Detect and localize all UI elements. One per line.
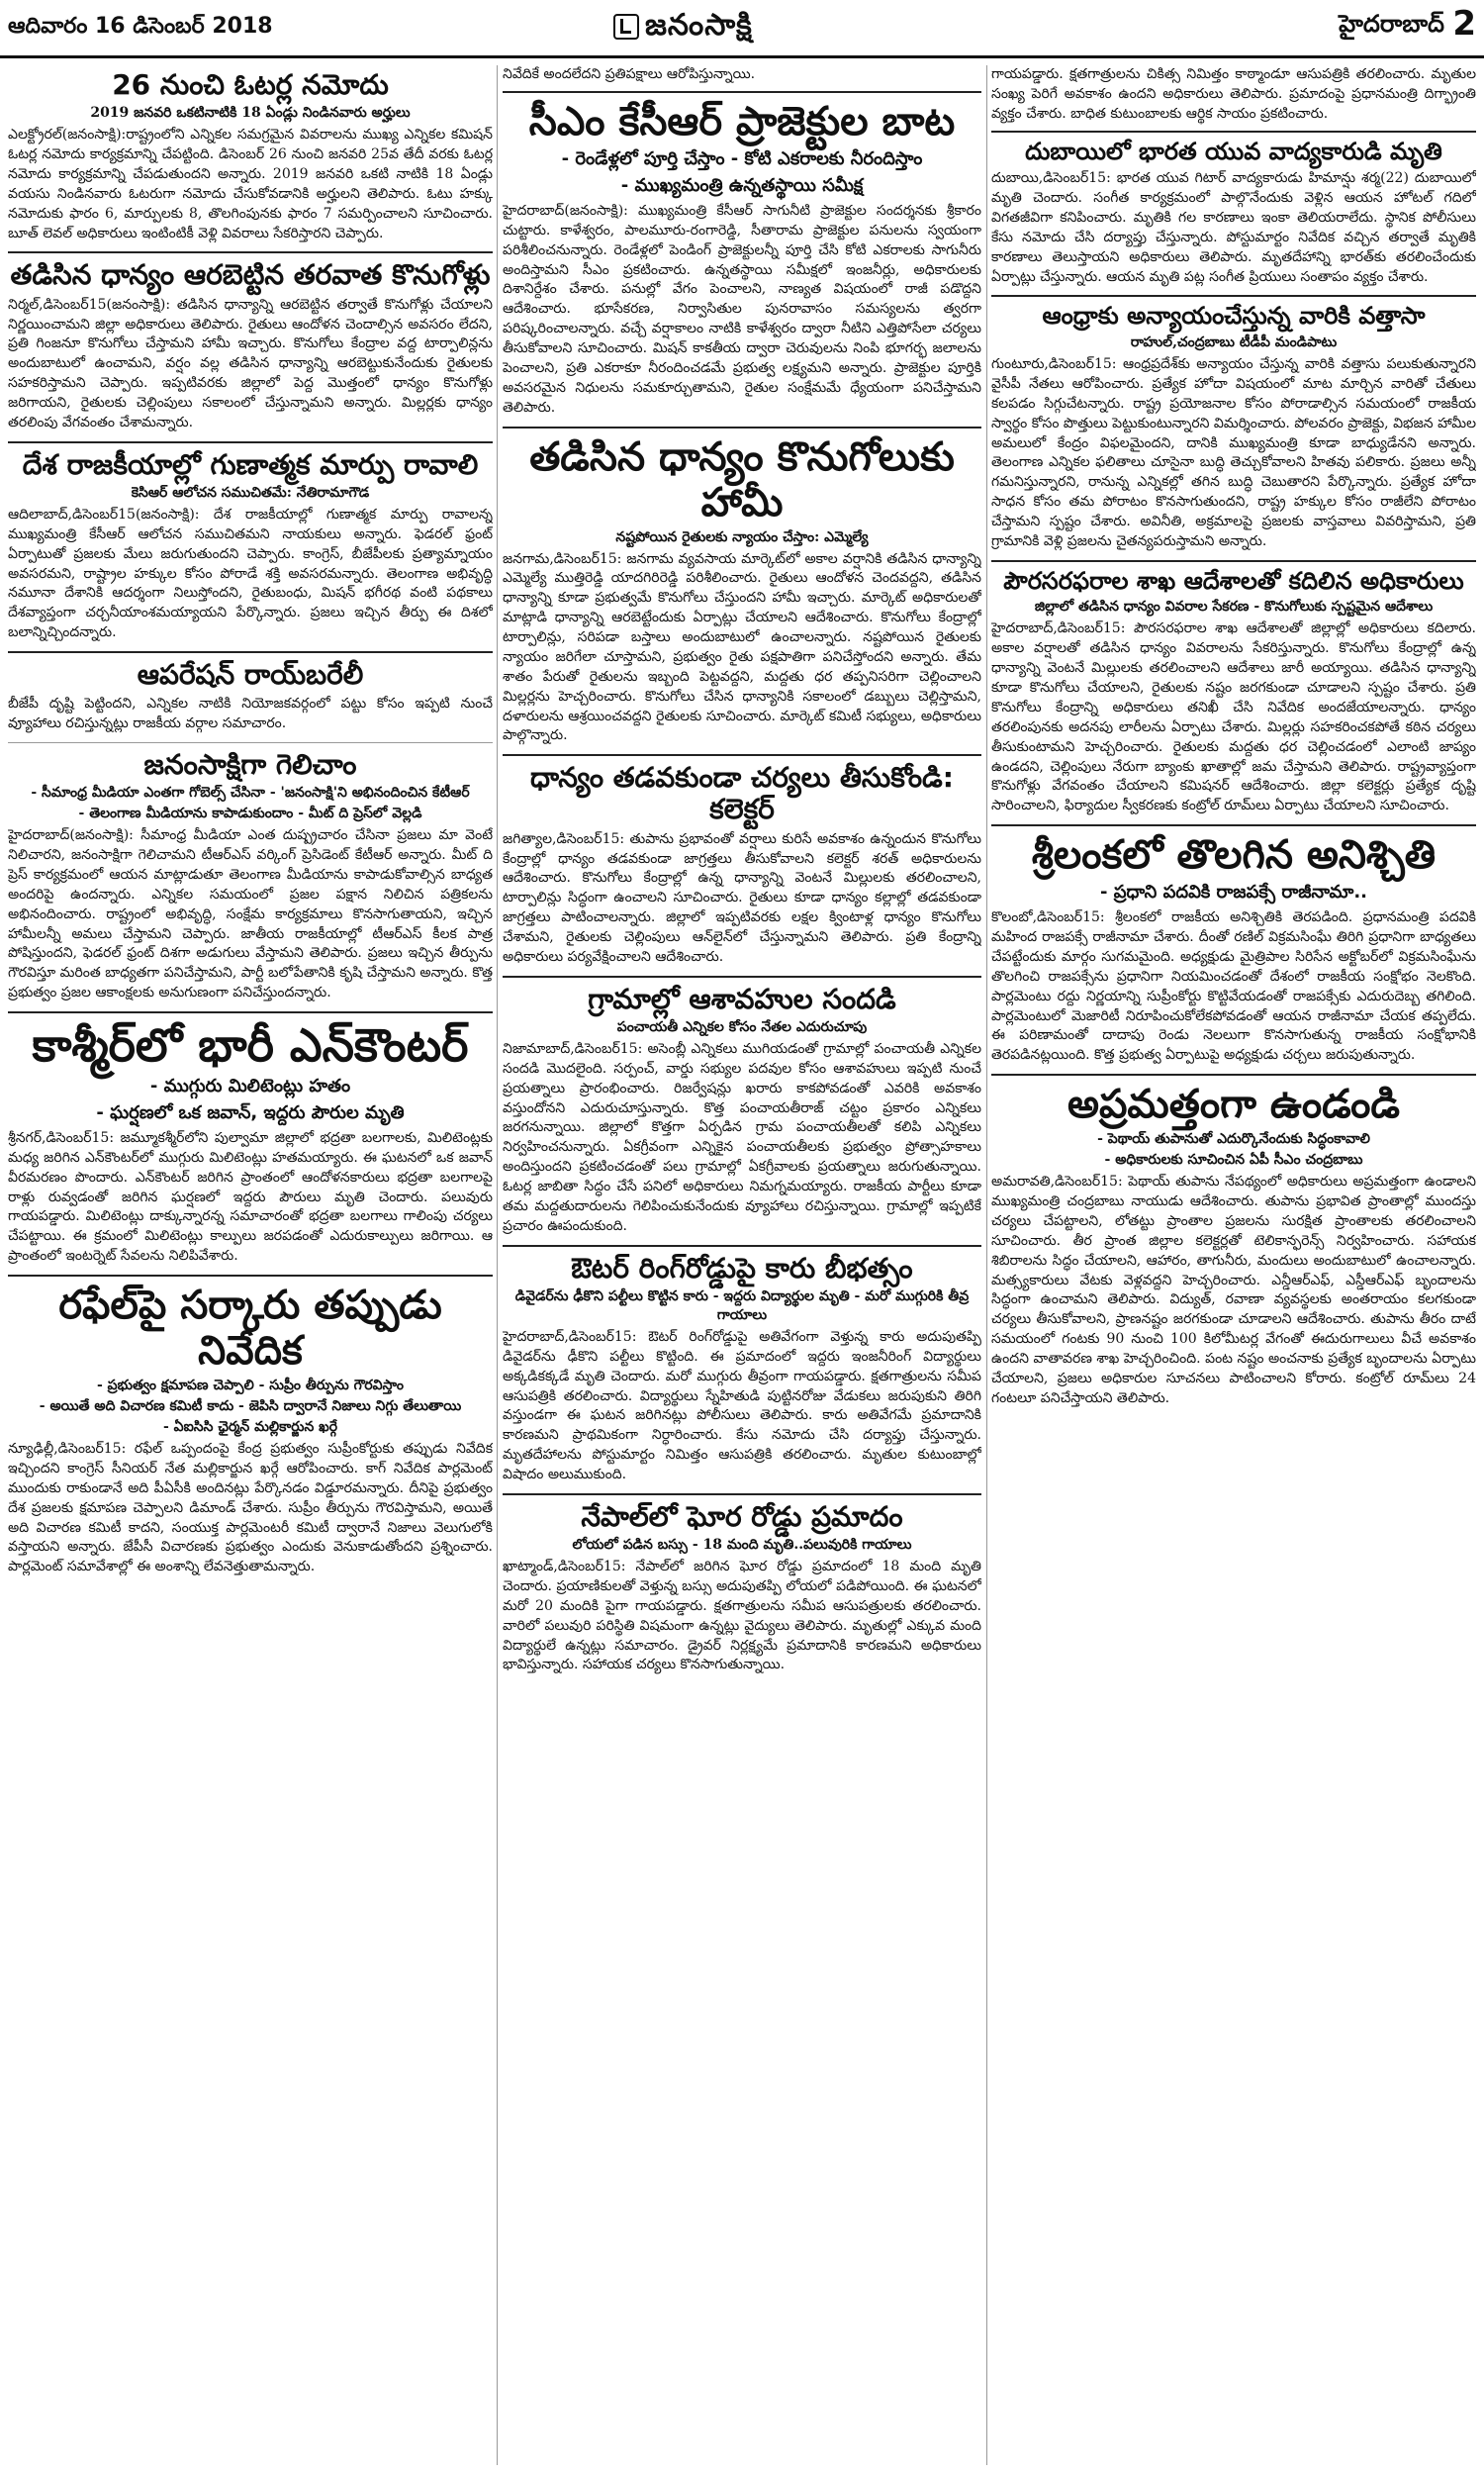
column-divider [497, 65, 498, 2465]
article-body: అమరావతి,డిసెంబర్‌15: పెథాయ్‌ తుపాను నేపథ్యంలో అధికారులు అప్రమత్తంగా ఉండాలని ముఖ్యమంత్రి చంద్రబాబు నాయుడు ఆదేశించారు. తుపాను ప్రభావిత ప్రాంతాల్లో ముందస్తు చర్యలు చేపట్టాలని, లోతట్టు ప్రాంతాల ప్రజలను సురక్షిత ప్రాంతాలకు తరలించాలని సూచించారు. తీర ప్రాంత జిల్లాల కలెక్టర్లతో టెలికాన్ఫరెన్స్‌ నిర్వహించారు. సహాయక శిబిరాలను సిద్ధం చేయాలని, ఆహారం, తాగునీరు, మందులు అందుబాటులో ఉంచాలన్నారు. మత్స్యకారులు వేటకు వెళ్లవద్దని హెచ్చరించారు. ఎన్డీఆర్‌ఎఫ్‌, ఎస్డీఆర్‌ఎఫ్‌ బృందాలను సిద్ధంగా ఉంచామని తెలిపారు. విద్యుత్‌, రవాణా వ్యవస్థలకు అంతరాయం కలగకుండా చర్యలు తీసుకోవాలని, ప్రాణనష్టం జరగకుండా చూడాలని ఆదేశించారు. తుపాను తీరం దాటే సమయంలో గంటకు 90 నుంచి 100 కిలోమీటర్ల వేగంతో ఈదురుగాలులు వీచే అవకాశం ఉందని వాతావరణ శాఖ హెచ్చరించింది. పంట నష్టం అంచనాకు ప్రత్యేక బృందాలను ఏర్పాటు చేయాలని, ప్రజలు అధికారుల సూచనలు పాటించాలని కోరారు. కంట్రోల్‌ రూమ్‌లు 24 గంటలూ పనిచేస్తాయని తెలిపారు. [991, 1174, 1476, 1406]
article-body: ఖాట్మాండ్‌,డిసెంబర్‌15: నేపాల్‌లో జరిగిన ఘోర రోడ్డు ప్రమాదంలో 18 మంది మృతి చెందారు. ప్రయాణికులతో వెళ్తున్న బస్సు అదుపుతప్పి లోయలో పడిపోయింది. ఈ ఘటనలో మరో 20 మందికి పైగా గాయపడ్డారు. క్షతగాత్రులను సమీప ఆసుపత్రులకు తరలించారు. వారిలో పలువురి పరిస్థితి విషమంగా ఉన్నట్లు వైద్యులు తెలిపారు. మృతుల్లో ఎక్కువ మంది విద్యార్థులే ఉన్నట్లు సమాచారం. డ్రైవర్‌ నిర్లక్ష్యమే ప్రమాదానికి కారణమని అధికారులు భావిస్తున్నారు. సహాయక చర్యలు కొనసాగుతున్నాయి. [503, 1559, 981, 1673]
article-operation-raebareli [8, 659, 493, 734]
headline: జనంసాక్షిగా గెలిచాం [143, 748, 357, 781]
subheadline: - ప్రధాని పదవికి రాజపక్సే రాజీనామా.. [1099, 882, 1368, 904]
article-nepal-accident [503, 1501, 981, 1675]
headline: సీఎం కేసీఆర్‌ ప్రాజెక్టుల బాట [528, 98, 956, 144]
subheadline: - ఘర్షణలో ఒక జవాన్‌, ఇద్దరు పౌరుల మృతి [96, 1101, 405, 1123]
article-body: దుబాయి,డిసెంబర్‌15: భారత యువ గిటార్‌ వాద్యకారుడు హిమాన్షు శర్మ(22) దుబాయిలో మృతి చెందారు. సంగీత కార్యక్రమంలో పాల్గొనేందుకు వెళ్లిన ఆయన హోటల్‌ గదిలో విగతజీవిగా కనిపించారు. మృతికి గల కారణాలు ఇంకా తెలియరాలేదు. స్థానిక పోలీసులు కేసు నమోదు చేసి దర్యాప్తు చేస్తున్నారు. పోస్టుమార్టం నివేదిక వచ్చిన తర్వాతే మృతికి కారణాలు తెలుస్తాయని అధికారులు తెలిపారు. మృతదేహాన్ని భారత్‌కు తరలించేందుకు ఏర్పాట్లు చేస్తున్నారు. ఆయన మృతి పట్ల సంగీత ప్రియులు సంతాపం వ్యక్తం చేశారు. [991, 170, 1476, 285]
divider [8, 651, 493, 653]
subheadline: - అధికారులకు సూచించిన ఏపీ సీఎం చంద్రబాబు [1104, 1152, 1363, 1169]
subheadline: నష్టపోయిన రైతులకు న్యాయం చేస్తాం: ఎమ్మెల్యే [615, 528, 869, 545]
page-number: 2 [1452, 4, 1476, 44]
divider [503, 976, 981, 978]
subheadline: డివైడర్‌ను ఢీకొని పల్టీలు కొట్టిన కారు - ఇద్దరు విద్యార్థుల మృతి - మరో ముగ్గురికి తీవ్ర గాయాలు [514, 1287, 970, 1323]
article-continuation: గాయపడ్డారు. క్షతగాత్రులను చికిత్స నిమిత్తం కాఠ్మాండూ ఆసుపత్రికి తరలించారు. మృతుల సంఖ్య పెరిగే అవకాశం ఉందని అధికారులు తెలిపారు. ప్రమాదంపై ప్రధానమంత్రి దిగ్భ్రాంతి వ్యక్తం చేశారు. బాధిత కుటుంబాలకు ఆర్థిక సాయం ప్రకటించారు. [991, 66, 1476, 122]
column-2 [503, 65, 981, 2465]
article-collector-grain [503, 762, 981, 968]
article-body: హైదరాబాద్‌,డిసెంబర్‌15: పౌరసరఫరాల శాఖ ఆదేశాలతో జిల్లాల్లో అధికారులు కదిలారు. అకాల వర్షాలతో తడిసిన ధాన్యం వివరాలను సేకరిస్తున్నారు. కొనుగోలు కేంద్రాల్లో ఉన్న ధాన్యాన్ని వెంటనే మిల్లులకు తరలించాలని ఆదేశాలు జారీ అయ్యాయి. తడిసిన ధాన్యాన్ని కూడా కొనుగోలు చేయాలని, రైతులకు నష్టం జరగకుండా చూడాలని స్పష్టం చేశారు. ప్రతి కొనుగోలు కేంద్రాన్ని అధికారులు తనిఖీ చేసి నివేదిక అందజేయాలన్నారు. ధాన్యం తరలింపునకు అదనపు లారీలను ఏర్పాటు చేశారు. మిల్లర్లు సహకరించకపోతే కఠిన చర్యలు తీసుకుంటామని హెచ్చరించారు. రైతులకు మద్దతు ధర చెల్లించడంలో ఎలాంటి జాప్యం ఉండదని, చెల్లింపులు నేరుగా బ్యాంకు ఖాతాల్లో జమ చేస్తామని తెలిపారు. రాష్ట్రవ్యాప్తంగా కొనుగోళ్లు వేగవంతం చేయాలని కమిషనర్‌ ఆదేశించారు. జిల్లా కలెక్టర్లు ప్రత్యేక దృష్టి సారించాలని, ఫిర్యాదుల స్వీకరణకు కంట్రోల్‌ రూమ్‌లు ఏర్పాటు చేయాలని సూచించారు. [991, 620, 1476, 814]
headline: పౌరసరఫరాల శాఖ ఆదేశాలతో కదిలిన అధికారులు [1003, 566, 1464, 595]
subheadline: రాహుల్‌,చంద్రబాబు టీడీపీ మండిపాటు [1130, 334, 1338, 351]
paper-name [613, 8, 753, 49]
divider [991, 295, 1476, 297]
headline: ఆపరేషన్‌ రాయ్‌బరేలీ [137, 658, 364, 692]
article-andhra-injustice [991, 303, 1476, 551]
subheadline: కెసిఆర్‌ ఆలోచన సముచితమే: నేతిరామాగౌడ [131, 484, 370, 501]
article-body: కొలంబో,డిసెంబర్‌15: శ్రీలంకలో రాజకీయ అనిశ్చితికి తెరపడింది. ప్రధానమంత్రి పదవికి మహింద రాజపక్సే రాజీనామా చేశారు. దీంతో రణిల్‌ విక్రమసింఘే తిరిగి ప్రధానిగా బాధ్యతలు చేపట్టేందుకు మార్గం సుగమమైంది. అధ్యక్షుడు మైత్రిపాల సిరిసేన అక్టోబర్‌లో విక్రమసింఘేను తొలగించి రాజపక్సేను ప్రధానిగా నియమించడంతో దేశంలో రాజకీయ సంక్షోభం నెలకొంది. పార్లమెంటు రద్దు నిర్ణయాన్ని సుప్రీంకోర్టు కొట్టివేయడంతో రాజపక్సేకు ఎదురుదెబ్బ తగిలింది. పార్లమెంటులో మెజారిటీ నిరూపించుకోలేకపోవడంతో ఆయన రాజీనామా చేయక తప్పలేదు. ఈ పరిణామంతో దాదాపు రెండు నెలలుగా కొనసాగుతున్న రాజకీయ సంక్షోభానికి తెరపడినట్లయింది. కొత్త ప్రభుత్వ ఏర్పాటుపై అధ్యక్షుడు చర్చలు జరుపుతున్నారు. [991, 909, 1476, 1064]
divider [8, 441, 493, 443]
divider [991, 560, 1476, 562]
article-janamsakshi-won [8, 749, 493, 1003]
headline: గ్రామాల్లో ఆశావహుల సందడి [588, 982, 896, 1015]
subheadline: 2019 జనవరి ఒకటినాటికి 18 ఏండ్లు నిండినవారు అర్హులు [90, 105, 411, 122]
article-rafale-report [8, 1283, 493, 1577]
headline: తడిసిన ధాన్యం ఆరబెట్టిన తరవాత కొనుగోళ్లు [10, 258, 491, 292]
subheadline: - ముఖ్యమంత్రి ఉన్నతస్థాయి సమీక్ష [620, 174, 864, 196]
masthead [0, 0, 1484, 58]
article-body: ఎలక్ట్రోరల్‌(జనంసాక్షి):రాష్ట్రంలోని ఎన్నికల సమగ్రమైన వివరాలను ముఖ్య ఎన్నికల కమిషన్‌ ఓటర్ల నమోదు కార్యక్రమాన్ని చేపట్టింది. డిసెంబర్‌ 26 నుంచి జనవరి 25వ తేదీ వరకు ఓటర్ల నమోదు కార్యక్రమాన్ని చేపడుతుందని అన్నారు. 2019 జనవరి ఒకటి నాటికి 18 ఏండ్లు వయసు నిండినవారు ఓటరుగా నమోదు చేసుకోవడానికి అర్హులని తెలిపారు. ఓటు హక్కు నమోదుకు ఫారం 6, మార్పులకు 8, తొలగింపునకు ఫారం 7 సమర్పించాలని సూచించారు. బూత్‌ లెవల్‌ అధికారులు ఇంటింటికీ వెళ్లి వివరాలు సేకరిస్తారని చెప్పారు. [8, 127, 493, 241]
article-cm-projects-tour [503, 99, 981, 419]
article-civil-supplies [991, 568, 1476, 816]
article-body: శ్రీనగర్‌,డిసెంబర్‌15: జమ్మూకశ్మీర్‌లోని పుల్వామా జిల్లాలో భద్రతా బలగాలకు, మిలిటెంట్లకు మధ్య జరిగిన ఎన్‌కౌంటర్‌లో ముగ్గురు మిలిటెంట్లు హతమయ్యారు. ఈ ఘటనలో ఒక జవాన్‌ వీరమరణం పొందారు. ఎన్‌కౌంటర్‌ జరిగిన ప్రాంతంలో ఆందోళనకారులు భద్రతా బలగాలపై రాళ్లు రువ్వడంతో జరిగిన ఘర్షణలో ఇద్దరు పౌరులు మృతి చెందారు. పలువురు గాయపడ్డారు. మిలిటెంట్లు దాక్కున్నారన్న సమాచారంతో భద్రతా బలగాలు గాలింపు చర్యలు చేపట్టాయి. ఈ క్రమంలో మిలిటెంట్లు కాల్పులు జరపడంతో ఎదురుకాల్పులు జరిగాయి. ఆ ప్రాంతంలో ఇంటర్నెట్‌ సేవలను నిలిపివేశారు. [8, 1129, 493, 1265]
column-3 [991, 65, 1476, 2465]
divider [8, 251, 493, 253]
article-body: నిజామాబాద్‌,డిసెంబర్‌15: అసెంబ్లీ ఎన్నికలు ముగియడంతో గ్రామాల్లో పంచాయతీ ఎన్నికల సందడి మొదలైంది. సర్పంచ్‌, వార్డు సభ్యుల పదవుల కోసం ఆశావహులు ఇప్పటి నుంచే ప్రయత్నాలు ప్రారంభించారు. రిజర్వేషన్లు ఖరారు కాకపోవడంతో ఎవరికి అవకాశం వస్తుందోనని ఎదురుచూస్తున్నారు. కొత్త పంచాయతీరాజ్‌ చట్టం ప్రకారం ఎన్నికలు జరగనున్నాయి. జిల్లాలో కొత్తగా ఏర్పడిన గ్రామ పంచాయతీలతో కలిపి ఎన్నికలు నిర్వహించనున్నారు. ఏకగ్రీవంగా ఎన్నికైన పంచాయతీలకు ప్రభుత్వం ప్రోత్సాహకాలు అందిస్తుందని ప్రకటించడంతో పలు గ్రామాల్లో ఏకగ్రీవాలకు ప్రయత్నాలు జరుగుతున్నాయి. ఓటర్ల జాబితా సిద్ధం చేసే పనిలో అధికారులు నిమగ్నమయ్యారు. రాజకీయ పార్టీలు కూడా తమ మద్దతుదారులను గెలిపించుకునేందుకు వ్యూహాలు రచిస్తున్నాయి. గ్రామాల్లో ఇప్పటికే ప్రచారం ఊపందుకుంది. [503, 1040, 981, 1234]
subheadline: - తెలంగాణ మీడియాను కాపాడుకుందాం - మీట్‌ ది ప్రెస్‌లో వెల్లడి [78, 806, 422, 822]
column-divider [986, 65, 987, 2465]
subheadline: పంచాయతీ ఎన్నికల కోసం నేతల ఎదురుచూపు [616, 1018, 868, 1035]
article-body: నిర్మల్‌,డిసెంబర్‌15(జనంసాక్షి): తడిసిన ధాన్యాన్ని ఆరబెట్టిన తర్వాతే కొనుగోళ్లు చేయాలని నిర్ణయించామని జిల్లా అధికారులు తెలిపారు. రైతులు ఆందోళన చెందాల్సిన అవసరం లేదని, ప్రతి గింజనూ కొనుగోలు చేస్తామని హామీ ఇచ్చారు. కొనుగోలు కేంద్రాల వద్ద టార్పాలిన్లను అందుబాటులో ఉంచామని, వర్షం వల్ల తడిసిన ధాన్యాన్ని ఆరబెట్టుకునేందుకు రైతులకు సహకరిస్తామని చెప్పారు. ఇప్పటివరకు జిల్లాలో పెద్ద మొత్తంలో ధాన్యం కొనుగోళ్లు జరిగాయని, రైతులకు చెల్లింపులు సకాలంలో చేస్తున్నామని అన్నారు. మిల్లర్లకు ధాన్యం తరలింపు వేగవంతం చేశామన్నారు. [8, 296, 493, 430]
edition-city: హైదరాబాద్ [1339, 10, 1444, 38]
headline: 26 నుంచి ఓటర్ల నమోదు [112, 68, 389, 101]
headline: రఫేల్‌పై సర్కారు తప్పుడు నివేదిక [58, 1283, 442, 1375]
divider [503, 754, 981, 756]
subheadline: - ముగ్గురు మిలిటెంట్లు హతం [149, 1075, 351, 1096]
column-1 [8, 65, 493, 2465]
article-panchayat-aspirants [503, 984, 981, 1237]
article-national-politics [8, 449, 493, 643]
article-body: గుంటూరు,డిసెంబర్‌15: ఆంధ్రప్రదేశ్‌కు అన్యాయం చేస్తున్న వారికి వత్తాసు పలుకుతున్నారని వైసీపీ నేతలు ఆరోపించారు. ప్రత్యేక హోదా విషయంలో మాట మార్చిన వారితో చేతులు కలపడం సిగ్గుచేటన్నారు. రాష్ట్ర ప్రయోజనాల కోసం పోరాడాల్సిన సమయంలో రాజకీయ స్వార్థం కోసం పొత్తులు పెట్టుకుంటున్నారని విమర్శించారు. పోలవరం ప్రాజెక్టు, విభజన హామీల అమలులో కేంద్రం విఫలమైందని, దానికి ముఖ్యమంత్రి కూడా బాధ్యుడేనని అన్నారు. తెలంగాణ ఎన్నికల ఫలితాలు చూసైనా బుద్ధి తెచ్చుకోవాలని హితవు పలికారు. ప్రజలు అన్నీ గమనిస్తున్నారని, రానున్న ఎన్నికల్లో తగిన బుద్ధి చెబుతారని పేర్కొన్నారు. ప్రత్యేక హోదా సాధన కోసం తమ పోరాటం కొనసాగుతుందని, రాష్ట్ర హక్కుల కోసం రాజీలేని పోరాటం చేస్తామని స్పష్టం చేశారు. అవినీతి, అక్రమాలపై ప్రజలకు వాస్తవాలు వివరిస్తామని, ప్రతి గ్రామానికి వెళ్లి ప్రజలను చైతన్యపరుస్తామని అన్నారు. [991, 356, 1476, 549]
subheadline: - ఏఐసిసి ఛైర్మన్‌ మల్లికార్జున ఖర్గే [162, 1419, 338, 1436]
divider [503, 1493, 981, 1495]
article-kashmir-encounter [8, 1019, 493, 1267]
subheadline: - అయితే అది విచారణ కమిటీ కాదు - జెపిసి ద్వారానే నిజాలు నిగ్గు తేలుతాయి [39, 1398, 462, 1415]
divider [991, 1074, 1476, 1076]
divider [991, 824, 1476, 826]
headline: ఔటర్‌ రింగ్‌రోడ్డుపై కారు బీభత్సం [571, 1251, 913, 1285]
subheadline: - పెథాయ్‌ తుపానుతో ఎదుర్కొనేందుకు సిద్ధంకావాలి [1097, 1131, 1370, 1148]
divider [991, 131, 1476, 133]
article-body: ఆదిలాబాద్‌,డిసెంబర్‌15(జనంసాక్షి): దేశ రాజకీయాల్లో గుణాత్మక మార్పు రావాలన్న ముఖ్యమంత్రి కేసీఆర్‌ ఆలోచన సముచితమని నాయకులు అన్నారు. ఫెడరల్‌ ఫ్రంట్‌ ఏర్పాటుతో ప్రజలకు మేలు జరుగుతుందని చెప్పారు. కాంగ్రెస్‌, బీజేపీలకు ప్రత్యామ్నాయం అవసరమని, రాష్ట్రాల హక్కుల కోసం పోరాడే శక్తి అవసరమన్నారు. తెలంగాణ అభివృద్ధి నమూనా దేశానికి ఆదర్శంగా నిలుస్తోందని, రైతుబంధు, మిషన్‌ భగీరథ వంటి పథకాలు దేశవ్యాప్తంగా చర్చనీయాంశమయ్యాయని పేర్కొన్నారు. ప్రజలు ఇచ్చిన తీర్పు ఈ దిశలో బలాన్నిచ్చిందన్నారు. [8, 506, 493, 641]
article-continuation: నివేదికే అందలేదని ప్రతిపక్షాలు ఆరోపిస్తున్నాయి. [503, 66, 756, 82]
divider [503, 1245, 981, 1247]
paper-logo-icon [613, 14, 639, 40]
headline: కాశ్మీర్‌లో భారీ ఎన్‌కౌంటర్‌ [32, 1018, 469, 1073]
headline: ధాన్యం తడవకుండా చర్యలు తీసుకోండి: కలెక్టర్‌ [530, 761, 954, 826]
divider [503, 427, 981, 428]
headline: అప్రమత్తంగా ఉండండి [1067, 1082, 1400, 1128]
article-voter-registration [8, 69, 493, 243]
article-body: న్యూఢిల్లీ,డిసెంబర్‌15: రఫేల్‌ ఒప్పందంపై కేంద్ర ప్రభుత్వం సుప్రీంకోర్టుకు తప్పుడు నివేదిక ఇచ్చిందని కాంగ్రెస్‌ సీనియర్‌ నేత మల్లికార్జున ఖర్గే ఆరోపించారు. కాగ్‌ నివేదిక పార్లమెంట్‌ ముందుకు రాకుండానే అది పీఏసీకి అందినట్లు పేర్కొనడం విడ్డూరమన్నారు. దీనిపై ప్రభుత్వం దేశ ప్రజలకు క్షమాపణ చెప్పాలని డిమాండ్‌ చేశారు. సుప్రీం తీర్పును గౌరవిస్తామని, అయితే అది విచారణ కమిటీ కాదని, సంయుక్త పార్లమెంటరీ కమిటీ ద్వారానే నిజాలు వెలుగులోకి వస్తాయని అన్నారు. జేపీసీ విచారణకు ప్రభుత్వం ఎందుకు వెనుకాడుతోందని ప్రశ్నించారు. పార్లమెంట్‌ సమావేశాల్లో ఈ అంశాన్ని లేవనెత్తుతామన్నారు. [8, 1441, 493, 1575]
article-be-alert [991, 1082, 1476, 1409]
article-body: జనగామ,డిసెంబర్‌15: జనగామ వ్యవసాయ మార్కెట్‌లో అకాల వర్షానికి తడిసిన ధాన్యాన్ని ఎమ్మెల్యే ముత్తిరెడ్డి యాదగిరిరెడ్డి పరిశీలించారు. రైతులు ఆందోళన చెందవద్దని, తడిసిన ధాన్యాన్ని కూడా ప్రభుత్వమే కొనుగోలు చేస్తుందని హామీ ఇచ్చారు. మార్కెట్‌ అధికారులతో మాట్లాడి ధాన్యాన్ని ఆరబెట్టేందుకు ఏర్పాట్లు చేయాలని ఆదేశించారు. కొనుగోలు కేంద్రాల్లో టార్పాలిన్లు, సరిపడా బస్తాలు అందుబాటులో ఉంచాలన్నారు. నష్టపోయిన రైతులకు న్యాయం జరిగేలా చూస్తామని, ప్రభుత్వం రైతు పక్షపాతిగా పనిచేస్తోందని అన్నారు. తేమ శాతం పేరుతో రైతులను ఇబ్బంది పెట్టవద్దని, మద్దతు ధర తప్పనిసరిగా చెల్లించాలని మిల్లర్లను హెచ్చరించారు. కొనుగోలు చేసిన ధాన్యానికి సకాలంలో డబ్బులు చెల్లిస్తామని, దళారులను ఆశ్రయించవద్దని రైతులకు సూచించారు. మార్కెట్‌ కమిటీ సభ్యులు, అధికారులు పాల్గొన్నారు. [503, 550, 981, 744]
article-body: హైదరాబాద్‌(జనంసాక్షి): ముఖ్యమంత్రి కేసీఆర్‌ సాగునీటి ప్రాజెక్టుల సందర్శనకు శ్రీకారం చుట్టారు. కాళేశ్వరం, పాలమూరు-రంగారెడ్డి, సీతారామ ప్రాజెక్టుల పనులను స్వయంగా పరిశీలించనున్నారు. రెండేళ్లలో పెండింగ్‌ ప్రాజెక్టులన్నీ పూర్తి చేసి కోటి ఎకరాలకు సాగునీరు అందిస్తామని సీఎం ప్రకటించారు. ఉన్నతస్థాయి సమీక్షలో ఇంజనీర్లు, అధికారులకు దిశానిర్దేశం చేశారు. పనుల్లో వేగం పెంచాలని, నాణ్యత విషయంలో రాజీ పడొద్దని ఆదేశించారు. భూసేకరణ, నిర్వాసితుల పునరావాసం సమస్యలను త్వరగా పరిష్కరించాలన్నారు. వచ్చే వర్షాకాలం నాటికి కాళేశ్వరం ద్వారా నీటిని ఎత్తిపోసేలా చర్యలు తీసుకోవాలని సూచించారు. మిషన్‌ కాకతీయ ద్వారా చెరువులను నింపి భూగర్భ జలాలను పెంచాలని, ప్రతి ఎకరాకూ నీరందించడమే ప్రభుత్వ లక్ష్యమని అన్నారు. ప్రాజెక్టుల పూర్తికి అవసరమైన నిధులను సమకూర్చుతామని, రైతుల సంక్షేమమే ధ్యేయంగా పనిచేస్తామని తెలిపారు. [503, 202, 981, 416]
subheadline: - సీమాంధ్ర మీడియా ఎంతగా గోబెల్స్‌ చేసినా - 'జనంసాక్షి'ని అభినందించిన కేటీఆర్‌ [31, 785, 470, 802]
article-orr-car-accident [503, 1253, 981, 1485]
article-srilanka-uncertainty [991, 832, 1476, 1066]
paper-name-text: జనంసాక్షి [645, 8, 753, 43]
headline: శ్రీలంకలో తొలగిన అనిశ్చితి [1031, 832, 1437, 879]
headline: తడిసిన ధాన్యం కొనుగోలుకు హామీ [529, 433, 955, 525]
divider [8, 1011, 493, 1013]
article-body: జగిత్యాల,డిసెంబర్‌15: తుపాను ప్రభావంతో వర్షాలు కురిసే అవకాశం ఉన్నందున కొనుగోలు కేంద్రాల్లో ధాన్యం తడవకుండా జాగ్రత్తలు తీసుకోవాలని కలెక్టర్‌ శరత్‌ అధికారులను ఆదేశించారు. కొనుగోలు కేంద్రాల్లో ఉన్న ధాన్యాన్ని వెంటనే మిల్లులకు తరలించాలని, టార్పాలిన్లు సిద్ధంగా ఉంచాలని సూచించారు. రైతులు కూడా ధాన్యం కల్లాల్లో తడవకుండా జాగ్రత్తలు పాటించాలన్నారు. జిల్లాలో ఇప్పటివరకు లక్షల క్వింటాళ్ల ధాన్యం కొనుగోలు చేశామని, రైతులకు చెల్లింపులు ఆన్‌లైన్‌లో చేస్తున్నామని తెలిపారు. ప్రతి కేంద్రాన్ని అధికారులు పర్యవేక్షించాలని ఆదేశించారు. [503, 830, 981, 965]
headline: దేశ రాజకీయాల్లో గుణాత్మక మార్పు రావాలి [22, 447, 479, 481]
subheadline: జిల్లాలో తడిసిన ధాన్యం వివరాల సేకరణ - కొనుగోలుకు స్పష్టమైన ఆదేశాలు [1034, 599, 1434, 616]
subheadline: - రెండేళ్లలో పూర్తి చేస్తాం - కోటి ఎకరాలకు నీరందిస్తాం [561, 147, 923, 169]
article-wet-grain-purchase [8, 259, 493, 432]
article-body: బీజేపీ దృష్టి పెట్టిందని, ఎన్నికల నాటికి నియోజకవర్గంలో పట్టు కోసం ఇప్పటి నుంచే వ్యూహాలు రచిస్తున్నట్లు రాజకీయ వర్గాల సమాచారం. [8, 696, 493, 732]
subheadline: లోయలో పడిన బస్సు - 18 మంది మృతి..పలువురికి గాయాలు [572, 1537, 912, 1554]
headline: నేపాల్‌లో ఘోర రోడ్డు ప్రమాదం [581, 1499, 903, 1533]
headline: ఆంధ్రాకు అన్యాయంచేస్తున్న వారికి వత్తాసా [1042, 302, 1426, 331]
article-body: హైదరాబాద్‌(జనంసాక్షి): సీమాంధ్ర మీడియా ఎంత దుష్ప్రచారం చేసినా ప్రజలు మా వెంటే నిలిచారని, జనంసాక్షిగా గెలిచామని టీఆర్‌ఎస్‌ వర్కింగ్‌ ప్రెసిడెంట్‌ కేటీఆర్‌ అన్నారు. మీట్‌ ది ప్రెస్‌ కార్యక్రమంలో ఆయన మాట్లాడుతూ తెలంగాణ మీడియాను కాపాడుకోవాల్సిన బాధ్యత అందరిపై ఉందన్నారు. ఎన్నికల సమయంలో ప్రజల పక్షాన నిలిచిన పత్రికలను అభినందించారు. రాష్ట్రంలో అభివృద్ధి, సంక్షేమ కార్యక్రమాలు కొనసాగుతాయని, ఇచ్చిన హామీలన్నీ అమలు చేస్తామని చెప్పారు. జాతీయ రాజకీయాల్లో టీఆర్‌ఎస్‌ కీలక పాత్ర పోషిస్తుందని, ఫెడరల్‌ ఫ్రంట్‌ దిశగా అడుగులు వేస్తామని తెలిపారు. ప్రజలు ఇచ్చిన తీర్పును గౌరవిస్తూ మరింత బాధ్యతగా పనిచేస్తామని, పార్టీ బలోపేతానికి కృషి చేస్తామని అన్నారు. కొత్త ప్రభుత్వం ప్రజల ఆకాంక్షలకు అనుగుణంగా పనిచేస్తుందన్నారు. [8, 827, 493, 1001]
divider [503, 91, 981, 93]
article-wet-grain-assurance [503, 434, 981, 747]
article-dubai-musician [991, 139, 1476, 288]
divider [8, 742, 493, 743]
subheadline: - ప్రభుత్వం క్షమాపణ చెప్పాలి - సుప్రీం తీర్పును గౌరవిస్తాం [97, 1378, 404, 1394]
article-body: హైదరాబాద్‌,డిసెంబర్‌15: ఔటర్‌ రింగ్‌రోడ్డుపై అతివేగంగా వెళ్తున్న కారు అదుపుతప్పి డివైడర్‌ను ఢీకొని పల్టీలు కొట్టింది. ఈ ప్రమాదంలో ఇద్దరు ఇంజనీరింగ్‌ విద్యార్థులు అక్కడికక్కడే మృతి చెందారు. మరో ముగ్గురు తీవ్రంగా గాయపడ్డారు. క్షతగాత్రులను సమీప ఆసుపత్రికి తరలించారు. విద్యార్థులు స్నేహితుడి పుట్టినరోజు వేడుకలు జరుపుకుని తిరిగి వస్తుండగా ఈ ఘటన జరిగినట్లు పోలీసులు తెలిపారు. కారు అతివేగమే ప్రమాదానికి కారణమని ప్రాథమికంగా నిర్ధారించారు. కేసు నమోదు చేసి దర్యాప్తు చేస్తున్నారు. మృతదేహాలను పోస్టుమార్టం నిమిత్తం ఆసుపత్రికి తరలించారు. మృతుల కుటుంబాల్లో విషాదం అలుముకుంది. [503, 1328, 981, 1482]
issue-date: ఆదివారం 16 డిసెంబర్ 2018 [8, 14, 273, 39]
headline: దుబాయిలో భారత యువ వాద్యకారుడి మృతి [1025, 137, 1442, 165]
divider [8, 1275, 493, 1277]
